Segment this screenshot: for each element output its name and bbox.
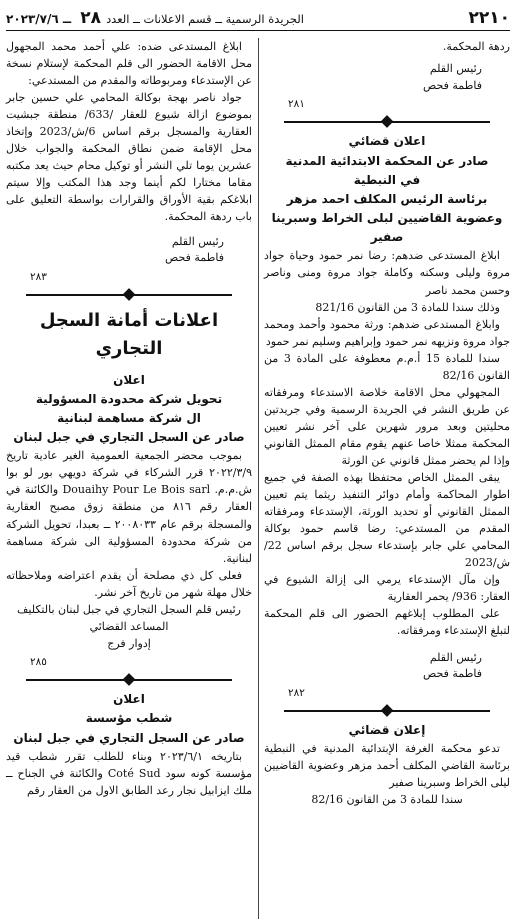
notice-title: إعلان قضائي: [348, 722, 426, 737]
notice-paragraph: على المطلوب إبلاغهم الحضور الى قلم المحكمة لتبلغ الإستدعاء ومرفقاته.: [264, 607, 510, 638]
page-number: ٢٢١٠: [468, 8, 510, 28]
signature-name: إدوار فرج: [107, 636, 151, 650]
notice-number: ٢٨٢: [288, 686, 305, 699]
notice-number: ٢٨٥: [30, 655, 47, 668]
notice-paragraph: تدعو محكمة الغرفة الإبتدائية المدنية في النبطية برئاسة القاضي المكلف أحمد مزهر وعضوية القاضيين ليلى الخراط وسبرينا صفير: [264, 741, 510, 790]
issue-number: ٢٨: [80, 8, 101, 28]
notice-subtitle: صادر عن السجل التجاري في جبل لبنان: [13, 730, 245, 745]
notice-paragraph: بتاريخه ٢٠٢٣/٦/١ وبناء للطلب تقرر شطب قيد مؤسسة كونه سود Coté Sud والكائنة في الجناح ــ ملك ايزابيل نجار رعد الطابق الاول من العقار رقم: [6, 749, 252, 797]
signature-role: المساعد القضائي: [89, 619, 169, 633]
signature-title: رئيس القلم: [171, 234, 224, 248]
notice-paragraph: المجهولي محل الاقامة خلاصة الاستدعاء ومرفقاته عن طريق النشر في الجريدة الرسمية وفي جريدتين محليتين وبعد مرور شهرين على آخر نشر تعيين المحكمة ممثلا خاصا عنهم يقوم مقام الممثل القانوني وإذا لم يحضر ممثل قانوني عن الورثة: [264, 385, 510, 467]
notice-paragraph: ابلاغ المستدعى ضده: علي أحمد محمد المجهول محل الاقامة الحضور الى قلم المحكمة لإستلام نسخة عن الإستدعاء ومربوطاته والمقدم من المستدعي:: [6, 40, 252, 88]
notice-title: اعلان قضائي: [348, 134, 426, 149]
section-title: اعلانات أمانة السجل التجاري: [39, 309, 219, 359]
notice-title: اعلان: [113, 372, 145, 387]
notice-title: اعلان: [113, 692, 145, 707]
header-title: الجريدة الرسمية ــ قسم الاعلانات ــ العدد: [106, 12, 304, 26]
issue-date: ــ ٢٠٢٣/٧/٦: [6, 12, 72, 26]
header-info: [6, 8, 304, 28]
notice-paragraph: سندا للمادة 15 أ.م.م معطوفة على المادة 3 من القانون 82/16: [264, 351, 510, 382]
signature-title: رئيس القلم: [429, 62, 482, 76]
column-divider: [258, 38, 259, 919]
notice-paragraph: فعلى كل ذي مصلحة أن يقدم اعتراضه وملاحظاته خلال مهلة شهر من تاريخ آخر نشر.: [6, 568, 252, 599]
signature-name: فاطمة فحص: [165, 251, 224, 265]
notice-paragraph: سندا للمادة 3 من القانون 82/16: [311, 793, 463, 807]
signature-title: رئيس قلم السجل التجاري في جبل لبنان بالتكليف: [17, 602, 241, 616]
notice-paragraph: وذلك سندا للمادة 3 من القانون 821/16: [315, 300, 500, 314]
notice-number: ٢٨٣: [30, 270, 47, 283]
notice-paragraph: ابلاغ المستدعى ضدهم: رضا نمر حمود وحياة جواد مروة وليلى وسكنه وكاملة جواد مروة ومنى وناصر وحسن محمد ناصر: [264, 249, 510, 297]
notice-paragraph: يبقى الممثل الخاص محتفظا بهذه الصفة في جميع اطوار المحاكمة وأمام دوائر التنفيذ ريثما يتم تعيين الممثل القانوني أو تحديد الورثة، الإستدعاء ومرفقاته المقدم من المستدعي: رضا قاسم حمود بوكالة المحامي علي جابر بإستدعاء سجل برقم اساس 22/ش/2023: [264, 471, 510, 570]
right-column: [264, 38, 510, 919]
section-divider: [264, 705, 510, 717]
section-divider: [6, 674, 252, 686]
section-divider: [6, 289, 252, 301]
notice-subtitle: صادر عن المحكمة الابتدائية المدنية: [285, 153, 489, 168]
signature-title: رئيس القلم: [429, 650, 482, 664]
continued-text: ردهة المحكمة.: [442, 40, 510, 53]
notice-number: ٢٨١: [288, 98, 305, 111]
notice-paragraph: جواد ناصر بهجة بوكالة المحامي علي حسين جابر بموضوع ازالة شيوع للعقار /633/ منطقة جبشيت العقارية والمسجل برقم اساس 6/ش/2023 وإتخاذ محل الإقامة ضمن نطاق المحكمة والجواب خلال عشرين يوما تلي النشر أو توكيل محام حيث يعد مكتبه مقاما مختارا لكم أينما وجد هذا المكتب وإلا سيتم ابلاغكم بقية الأوراق والقرارات بواسطة التعليق على باب ردهة المحكمة.: [6, 91, 252, 224]
notice-paragraph: وابلاغ المستدعى ضدهم: ورثة محمود وأحمد ومحمد جواد مروة ونزيهه نمر حمود وإبراهيم وسليم نمر حمود: [264, 317, 510, 348]
section-divider: [264, 116, 510, 128]
signature-name: فاطمة فحص: [423, 667, 482, 681]
signature-name: فاطمة فحص: [423, 78, 482, 92]
notice-subtitle: في النبطية: [353, 172, 421, 187]
notice-subtitle: تحويل شركة محدودة المسؤولية: [35, 391, 223, 406]
notice-subtitle: وعضوية القاضيين لبلى الخراط وسبرينا صفير: [271, 211, 503, 245]
notice-paragraph: بموجب محضر الجمعية العمومية الغير عادية تاريخ ٢٠٢٢/٣/٩ قرر الشركاء في شركة دويهي بور لو بوا ش.م.م. Douaihy Pour Le Bois sarl والكائنة في العقار رقم ٨١٦ من منطقة زوق مصبح العقارية والمسجلة برقم عام ٢٠٠٨٠٣٣ ــ بعبدا، تحويل الشركة من شركة محدودة المسؤولية الى شركة مساهمة لبنانية.: [6, 449, 253, 565]
notice-subtitle: شطب مؤسسة: [85, 711, 173, 726]
notice-subtitle: ال شركة مساهمة لبنانية: [57, 410, 201, 425]
notice-subtitle: برئاسة الرئيس المكلف احمد مزهر: [286, 191, 488, 206]
page-header: [6, 6, 510, 31]
notice-subtitle: صادر عن السجل التجاري في جبل لبنان: [13, 430, 245, 445]
left-column: [6, 38, 252, 919]
notice-paragraph: وإن مآل الإستدعاء يرمي الى إزالة الشيوع في العقار: 936/ يحمر العقارية: [264, 573, 510, 604]
